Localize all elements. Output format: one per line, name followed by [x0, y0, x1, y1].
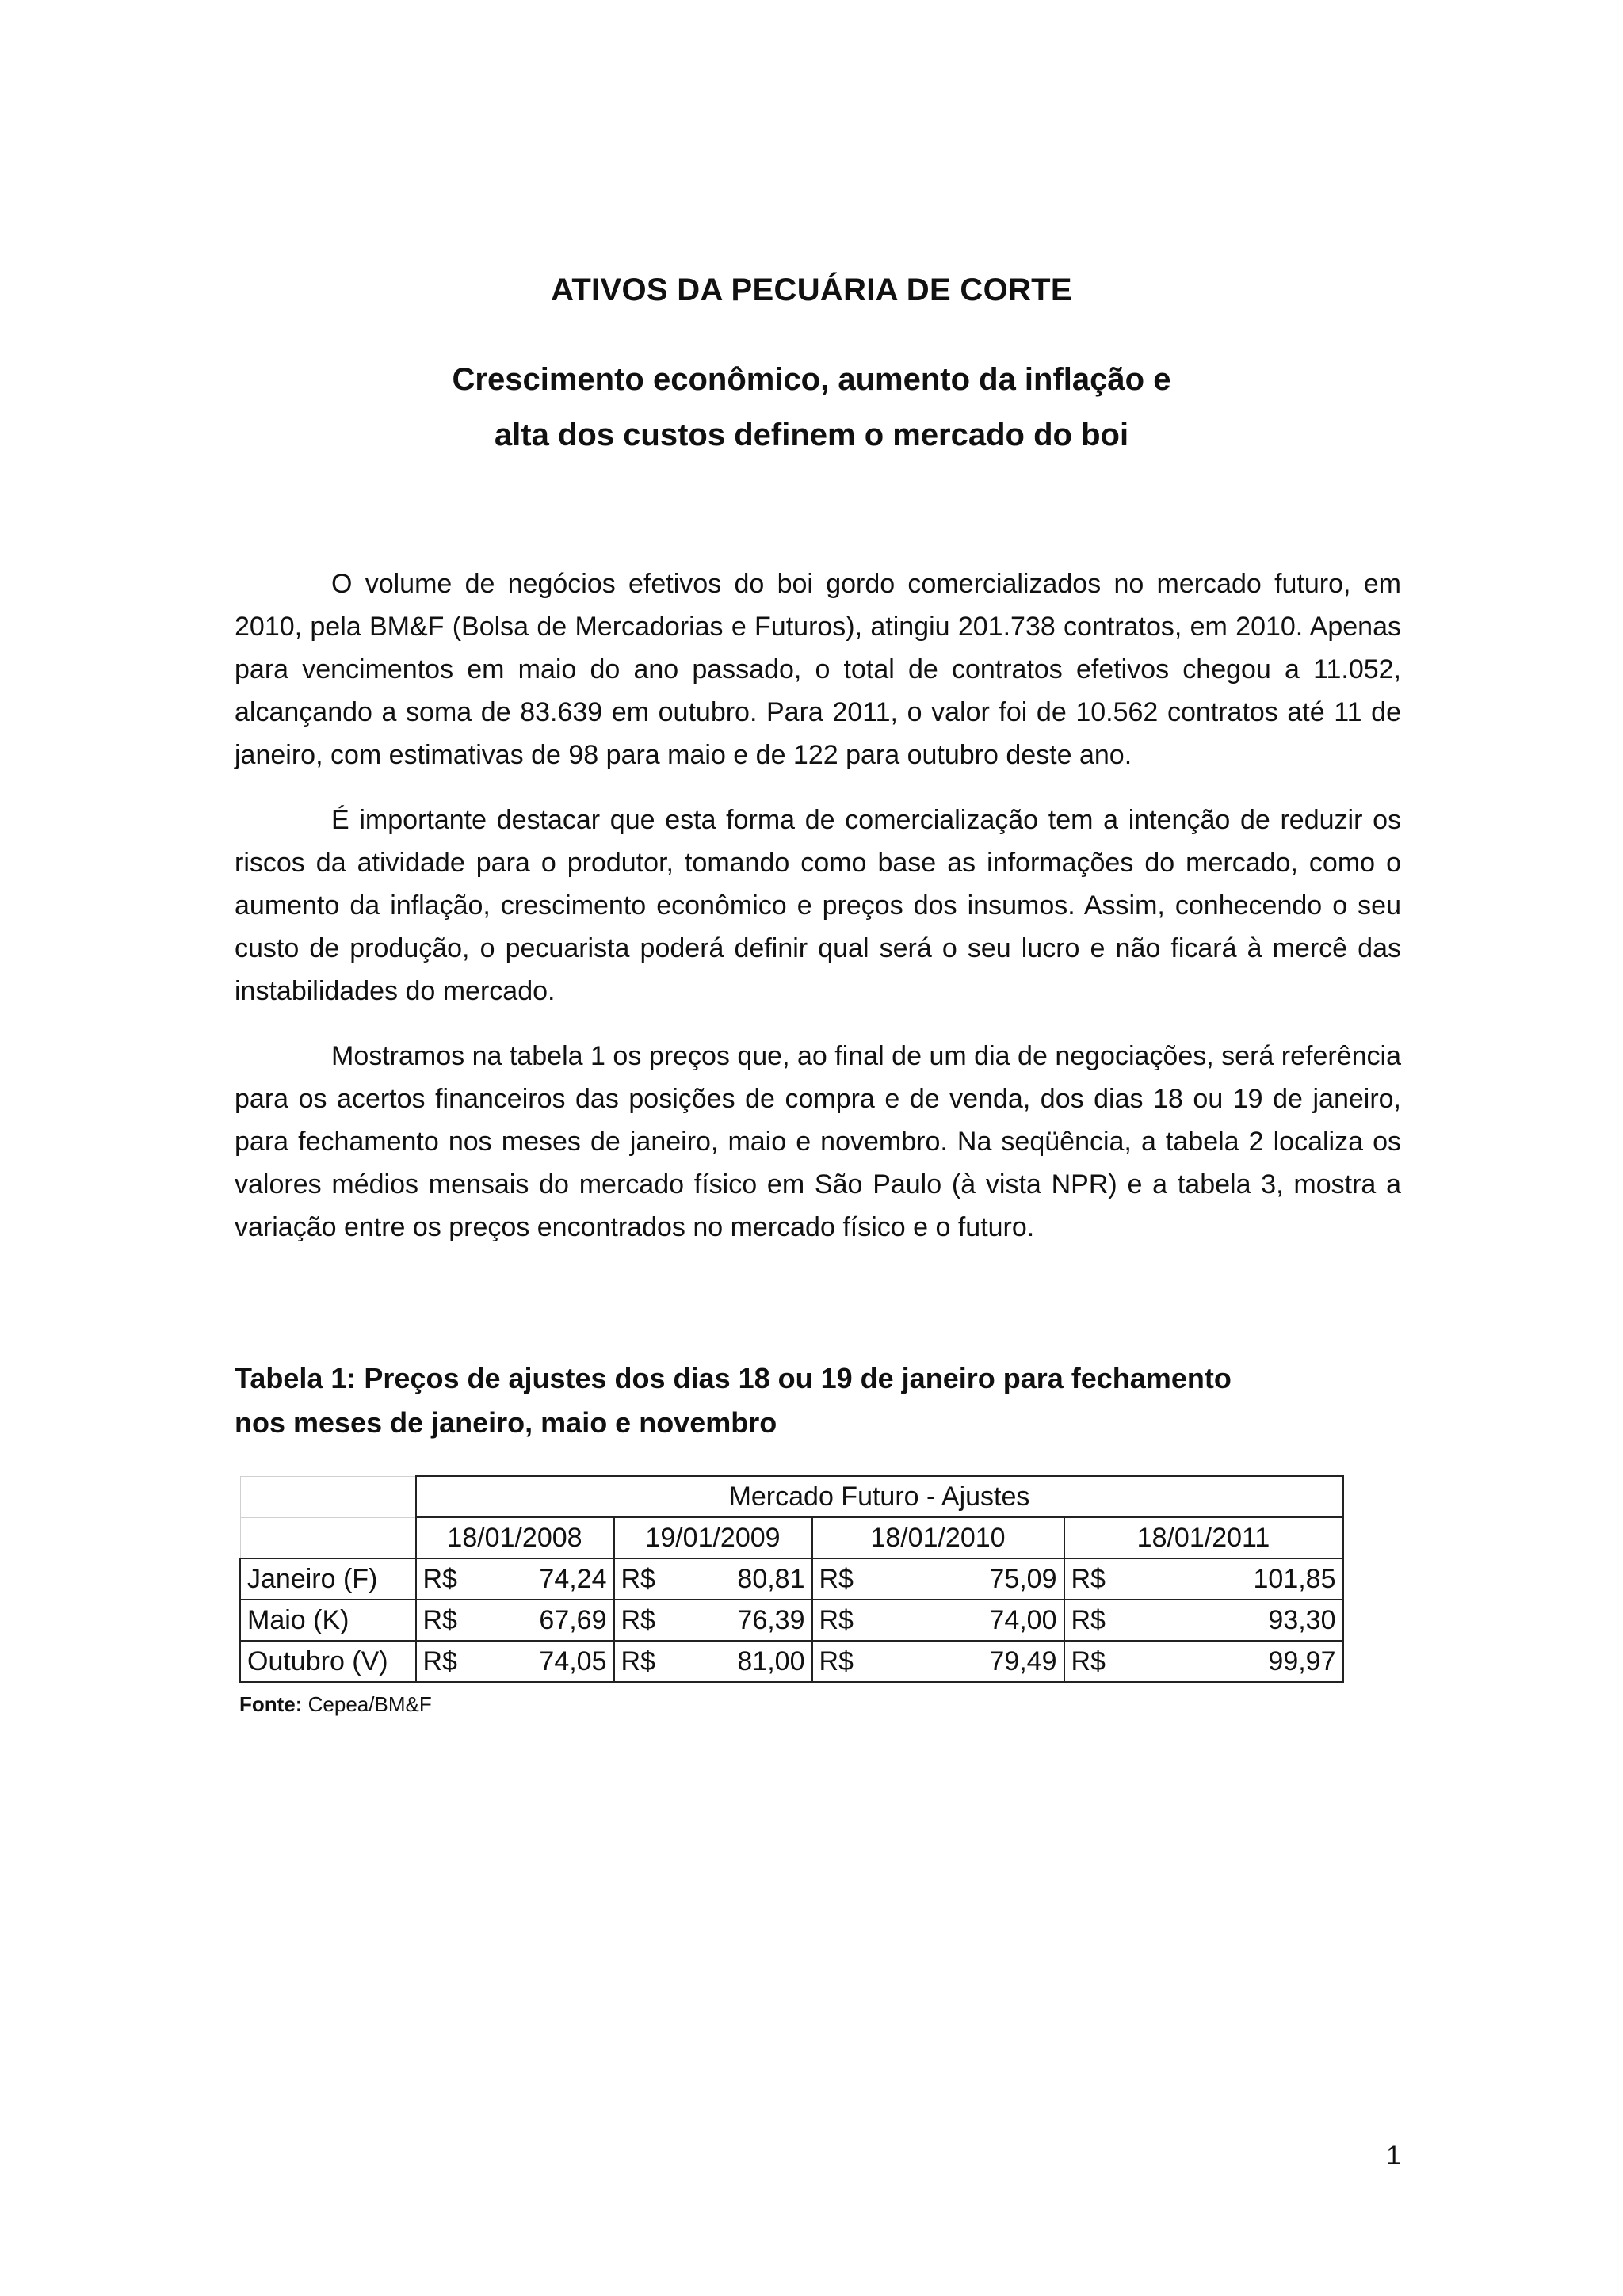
table-cell	[416, 1600, 614, 1641]
currency-symbol: R$	[422, 1605, 457, 1635]
table-caption-line-1: Tabela 1: Preços de ajustes dos dias 18 ou 19 de janeiro para fechamento	[235, 1362, 1232, 1394]
price-value: 74,00	[989, 1605, 1057, 1635]
table-cell	[812, 1641, 1064, 1682]
table-row-label: Maio (K)	[240, 1600, 416, 1641]
currency-symbol: R$	[1071, 1646, 1106, 1676]
price-value: 80,81	[737, 1564, 805, 1594]
price-value: 93,30	[1268, 1605, 1336, 1635]
table-date-header: 19/01/2009	[614, 1517, 812, 1558]
table-row-label: Outubro (V)	[240, 1641, 416, 1682]
price-value: 76,39	[737, 1605, 805, 1635]
document-title: ATIVOS DA PECUÁRIA DE CORTE	[551, 273, 1072, 307]
currency-symbol: R$	[621, 1564, 655, 1594]
table-row	[240, 1641, 1343, 1682]
paragraph-2: É importante destacar que esta forma de comercialização tem a intenção de reduzir os riscos da atividade para o produtor, tomando como base as informações do mercado, como o aumento da inflação, crescimento econômico e preços dos insumos. Assim, conhecendo o seu custo de produção, o pecuarista poderá definir qual será o seu lucro e não ficará à mercê das instabilidades do mercado.	[235, 805, 1401, 1006]
table-cell	[1064, 1641, 1343, 1682]
price-value: 67,69	[539, 1605, 607, 1635]
body-text	[235, 563, 1401, 1271]
currency-symbol: R$	[819, 1564, 854, 1594]
price-value: 75,09	[989, 1564, 1057, 1594]
table-caption	[235, 1356, 1344, 1445]
currency-symbol: R$	[422, 1646, 457, 1676]
table-date-header: 18/01/2011	[1064, 1517, 1343, 1558]
table-date-header-row	[240, 1517, 1343, 1558]
price-value: 99,97	[1268, 1646, 1336, 1676]
table-cell	[416, 1558, 614, 1600]
source-label: Fonte:	[239, 1692, 303, 1716]
table-source	[239, 1692, 432, 1717]
table-cell	[1064, 1600, 1343, 1641]
currency-symbol: R$	[819, 1605, 854, 1635]
price-value: 74,05	[539, 1646, 607, 1676]
table-cell	[416, 1641, 614, 1682]
currency-symbol: R$	[621, 1646, 655, 1676]
paragraph-3: Mostramos na tabela 1 os preços que, ao final de um dia de negociações, será referência para os acertos financeiros das posições de compra e de venda, dos dias 18 ou 19 de janeiro, para fechamento nos meses de janeiro, maio e novembro. Na seqüência, a tabela 2 localiza os valores médios mensais do mercado físico em São Paulo (à vista NPR) e a tabela 3, mostra a variação entre os preços encontrados no mercado físico e o futuro.	[235, 1041, 1401, 1242]
table-date-header: 18/01/2008	[416, 1517, 614, 1558]
paragraph-1: O volume de negócios efetivos do boi gordo comercializados no mercado futuro, em 2010, pela BM&F (Bolsa de Mercadorias e Futuros), atingiu 201.738 contratos, em 2010. Apenas para vencimentos em maio do ano passado, o total de contratos efetivos chegou a 11.052, alcançando a soma de 83.639 em outubro. Para 2011, o valor foi de 10.562 contratos até 11 de janeiro, com estimativas de 98 para maio e de 122 para outubro deste ano.	[235, 569, 1401, 770]
table-cell	[1064, 1558, 1343, 1600]
table-date-header: 18/01/2010	[812, 1517, 1064, 1558]
price-value: 81,00	[737, 1646, 805, 1676]
source-value: Cepea/BM&F	[302, 1692, 432, 1716]
currency-symbol: R$	[1071, 1605, 1106, 1635]
table-corner-cell	[240, 1476, 416, 1517]
price-value: 74,24	[539, 1564, 607, 1594]
subtitle-line-2: alta dos custos definem o mercado do boi	[494, 418, 1129, 452]
table-corner-cell	[240, 1517, 416, 1558]
price-value: 79,49	[989, 1646, 1057, 1676]
document-subtitle	[0, 352, 1623, 463]
table-group-header-row	[240, 1476, 1343, 1517]
table-cell	[614, 1641, 812, 1682]
table-row-label: Janeiro (F)	[240, 1558, 416, 1600]
page-number: 1	[1386, 2141, 1401, 2171]
prices-table	[239, 1475, 1344, 1683]
currency-symbol: R$	[422, 1564, 457, 1594]
table-row	[240, 1600, 1343, 1641]
table-cell	[614, 1600, 812, 1641]
table-cell	[614, 1558, 812, 1600]
table-cell	[812, 1558, 1064, 1600]
table-cell	[812, 1600, 1064, 1641]
subtitle-line-1: Crescimento econômico, aumento da inflação e	[452, 362, 1171, 397]
currency-symbol: R$	[1071, 1564, 1106, 1594]
table-group-header: Mercado Futuro - Ajustes	[416, 1476, 1343, 1517]
currency-symbol: R$	[621, 1605, 655, 1635]
price-value: 101,85	[1253, 1564, 1336, 1594]
table-row	[240, 1558, 1343, 1600]
table-caption-line-2: nos meses de janeiro, maio e novembro	[235, 1406, 777, 1439]
currency-symbol: R$	[819, 1646, 854, 1676]
